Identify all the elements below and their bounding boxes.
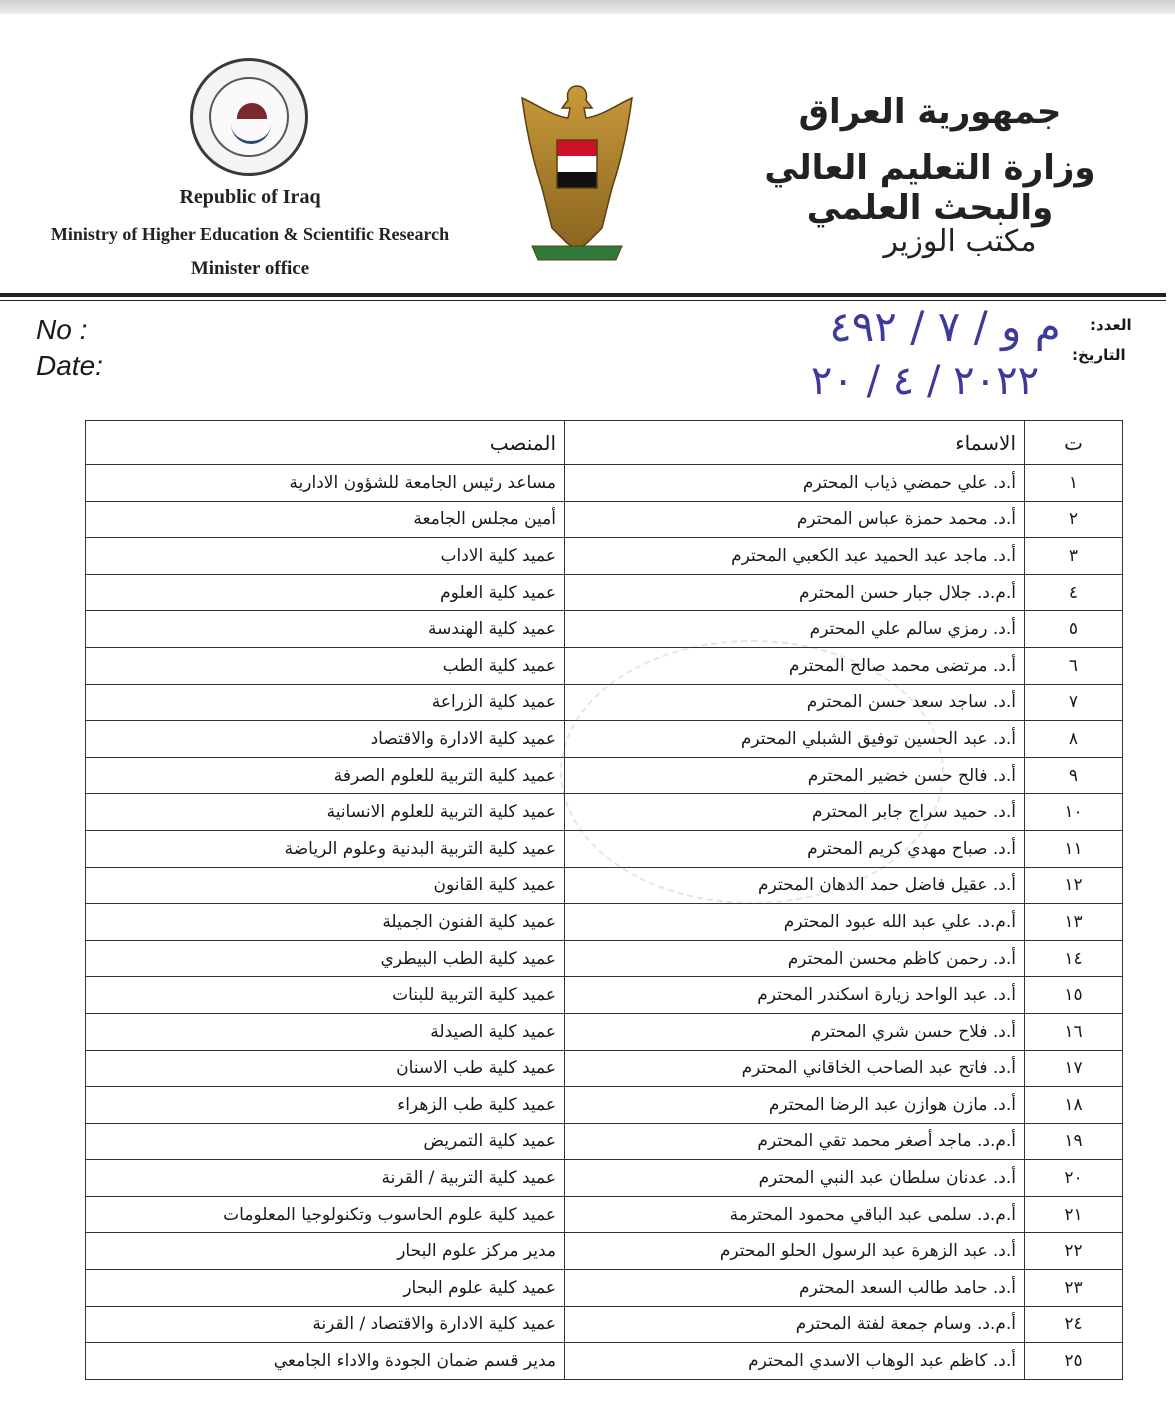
handwritten-date: ٢٠٢٢ / ٤ / ٢٠ bbox=[810, 358, 1040, 404]
row-position: عميد كلية الزراعة bbox=[86, 684, 565, 721]
row-name: أ.د. مرتضى محمد صالح المحترم bbox=[565, 647, 1025, 684]
row-number: ١٣ bbox=[1025, 904, 1123, 941]
header-names: الاسماء bbox=[565, 421, 1025, 465]
ar-number-label: العدد: bbox=[1090, 316, 1132, 334]
table-row bbox=[86, 611, 1123, 648]
header-position: المنصب bbox=[86, 421, 565, 465]
row-number: ٢٠ bbox=[1025, 1160, 1123, 1197]
row-position: عميد كلية التمريض bbox=[86, 1123, 565, 1160]
header-en-office: Minister office bbox=[190, 258, 310, 279]
header-divider-thick bbox=[0, 293, 1166, 297]
header-ar-ministry: وزارة التعليم العالي والبحث العلمي bbox=[764, 148, 1096, 228]
row-position: عميد كلية الطب البيطري bbox=[86, 940, 565, 977]
row-position: عميد كلية الاداب bbox=[86, 538, 565, 575]
row-number: ١٨ bbox=[1025, 1087, 1123, 1124]
row-name: أ.د. حامد طالب السعد المحترم bbox=[565, 1270, 1025, 1307]
seal-book-shape bbox=[231, 123, 271, 144]
row-position: أمين مجلس الجامعة bbox=[86, 501, 565, 538]
row-name: أ.د. رحمن كاظم محسن المحترم bbox=[565, 940, 1025, 977]
table-row bbox=[86, 1123, 1123, 1160]
row-position: مساعد رئيس الجامعة للشؤون الادارية bbox=[86, 465, 565, 502]
row-name: أ.د. حميد سراج جابر المحترم bbox=[565, 794, 1025, 831]
row-position: عميد كلية التربية للبنات bbox=[86, 977, 565, 1014]
table-row bbox=[86, 757, 1123, 794]
header-num: ت bbox=[1025, 421, 1123, 465]
row-name: أ.م.د. وسام جمعة لفتة المحترم bbox=[565, 1306, 1025, 1343]
table-row bbox=[86, 1343, 1123, 1380]
row-position: مدير قسم ضمان الجودة والاداء الجامعي bbox=[86, 1343, 565, 1380]
handwritten-number: م و / ٧ / ٤٩٢ bbox=[829, 302, 1061, 351]
row-number: ٤ bbox=[1025, 574, 1123, 611]
row-name: أ.د. فالح حسن خضير المحترم bbox=[565, 757, 1025, 794]
no-label: No : bbox=[36, 314, 88, 345]
top-edge bbox=[0, 0, 1175, 14]
row-name: أ.د. ماجد عبد الحميد عبد الكعبي المحترم bbox=[565, 538, 1025, 575]
row-number: ٢٥ bbox=[1025, 1343, 1123, 1380]
row-name: أ.د. عبد الزهرة عبد الرسول الحلو المحترم bbox=[565, 1233, 1025, 1270]
table-row bbox=[86, 794, 1123, 831]
row-name: أ.م.د. سلمى عبد الباقي محمود المحترمة bbox=[565, 1196, 1025, 1233]
row-number: ١٩ bbox=[1025, 1123, 1123, 1160]
row-name: أ.د. عدنان سلطان عبد النبي المحترم bbox=[565, 1160, 1025, 1197]
names-table bbox=[85, 420, 1123, 1380]
row-number: ١٤ bbox=[1025, 940, 1123, 977]
date-label: Date: bbox=[36, 350, 103, 381]
row-number: ١٢ bbox=[1025, 867, 1123, 904]
table-row bbox=[86, 830, 1123, 867]
university-seal-icon bbox=[190, 58, 308, 176]
table-row bbox=[86, 501, 1123, 538]
row-position: عميد كلية القانون bbox=[86, 867, 565, 904]
table-row bbox=[86, 904, 1123, 941]
table-row bbox=[86, 1160, 1123, 1197]
row-name: أ.د. كاظم عبد الوهاب الاسدي المحترم bbox=[565, 1343, 1025, 1380]
table-row bbox=[86, 1306, 1123, 1343]
table-header-row bbox=[86, 421, 1123, 465]
table-row bbox=[86, 1087, 1123, 1124]
row-number: ٣ bbox=[1025, 538, 1123, 575]
row-position: عميد كلية علوم الحاسوب وتكنولوجيا المعلومات bbox=[86, 1196, 565, 1233]
row-number: ٦ bbox=[1025, 647, 1123, 684]
row-number: ١٧ bbox=[1025, 1050, 1123, 1087]
header-ar-country: جمهورية العراق bbox=[798, 92, 1062, 132]
row-number: ٢٣ bbox=[1025, 1270, 1123, 1307]
row-name: أ.د. صباح مهدي كريم المحترم bbox=[565, 830, 1025, 867]
header-ar-office: مكتب الوزير bbox=[883, 224, 1037, 259]
table-row bbox=[86, 721, 1123, 758]
row-position: عميد كلية طب الاسنان bbox=[86, 1050, 565, 1087]
row-name: أ.د. عبد الواحد زيارة اسكندر المحترم bbox=[565, 977, 1025, 1014]
table-row bbox=[86, 684, 1123, 721]
table-row bbox=[86, 1050, 1123, 1087]
seal-sun-shape bbox=[237, 103, 267, 119]
row-number: ١٥ bbox=[1025, 977, 1123, 1014]
row-position: عميد كلية الادارة والاقتصاد / القرنة bbox=[86, 1306, 565, 1343]
row-position: عميد كلية التربية للعلوم الانسانية bbox=[86, 794, 565, 831]
row-position: عميد كلية الهندسة bbox=[86, 611, 565, 648]
row-position: عميد كلية الطب bbox=[86, 647, 565, 684]
header-divider-thin bbox=[0, 300, 1166, 301]
row-position: عميد كلية العلوم bbox=[86, 574, 565, 611]
row-name: أ.م.د. جلال جبار حسن المحترم bbox=[565, 574, 1025, 611]
iraq-eagle-emblem-icon bbox=[512, 78, 642, 268]
row-name: أ.م.د. علي عبد الله عبود المحترم bbox=[565, 904, 1025, 941]
header-en-ministry: Ministry of Higher Education & Scientific Research bbox=[50, 224, 450, 244]
row-number: ٧ bbox=[1025, 684, 1123, 721]
row-number: ٢ bbox=[1025, 501, 1123, 538]
table-row bbox=[86, 867, 1123, 904]
row-name: أ.د. مازن هوازن عبد الرضا المحترم bbox=[565, 1087, 1025, 1124]
row-number: ١ bbox=[1025, 465, 1123, 502]
row-position: عميد كلية الصيدلة bbox=[86, 1013, 565, 1050]
seal-inner-ring bbox=[209, 77, 289, 157]
row-number: ١١ bbox=[1025, 830, 1123, 867]
ar-date-label: التاريخ: bbox=[1072, 346, 1126, 364]
row-number: ٨ bbox=[1025, 721, 1123, 758]
row-number: ٢٢ bbox=[1025, 1233, 1123, 1270]
table-row bbox=[86, 940, 1123, 977]
row-number: ١٦ bbox=[1025, 1013, 1123, 1050]
row-number: ٥ bbox=[1025, 611, 1123, 648]
row-position: عميد كلية التربية البدنية وعلوم الرياضة bbox=[86, 830, 565, 867]
table-row bbox=[86, 465, 1123, 502]
row-position: عميد كلية طب الزهراء bbox=[86, 1087, 565, 1124]
row-number: ٢١ bbox=[1025, 1196, 1123, 1233]
table-row bbox=[86, 1013, 1123, 1050]
row-number: ١٠ bbox=[1025, 794, 1123, 831]
table-row bbox=[86, 1270, 1123, 1307]
row-name: أ.د. عقيل فاضل حمد الدهان المحترم bbox=[565, 867, 1025, 904]
row-position: عميد كلية التربية للعلوم الصرفة bbox=[86, 757, 565, 794]
table-row bbox=[86, 538, 1123, 575]
row-name: أ.د. محمد حمزة عباس المحترم bbox=[565, 501, 1025, 538]
row-position: عميد كلية علوم البحار bbox=[86, 1270, 565, 1307]
row-number: ٩ bbox=[1025, 757, 1123, 794]
row-position: عميد كلية الادارة والاقتصاد bbox=[86, 721, 565, 758]
row-number: ٢٤ bbox=[1025, 1306, 1123, 1343]
header-en-country: Republic of Iraq bbox=[179, 186, 321, 208]
table-row bbox=[86, 647, 1123, 684]
row-name: أ.د. عبد الحسين توفيق الشبلي المحترم bbox=[565, 721, 1025, 758]
row-position: مدير مركز علوم البحار bbox=[86, 1233, 565, 1270]
row-name: أ.د. فاتح عبد الصاحب الخاقاني المحترم bbox=[565, 1050, 1025, 1087]
table-row bbox=[86, 574, 1123, 611]
row-name: أ.د. فلاح حسن شري المحترم bbox=[565, 1013, 1025, 1050]
row-position: عميد كلية التربية / القرنة bbox=[86, 1160, 565, 1197]
table-row bbox=[86, 977, 1123, 1014]
row-name: أ.د. رمزي سالم علي المحترم bbox=[565, 611, 1025, 648]
row-name: أ.د. علي حمضي ذياب المحترم bbox=[565, 465, 1025, 502]
row-name: أ.د. ساجد سعد حسن المحترم bbox=[565, 684, 1025, 721]
row-name: أ.م.د. ماجد أصغر محمد تقي المحترم bbox=[565, 1123, 1025, 1160]
table-row bbox=[86, 1233, 1123, 1270]
row-position: عميد كلية الفنون الجميلة bbox=[86, 904, 565, 941]
table-row bbox=[86, 1196, 1123, 1233]
